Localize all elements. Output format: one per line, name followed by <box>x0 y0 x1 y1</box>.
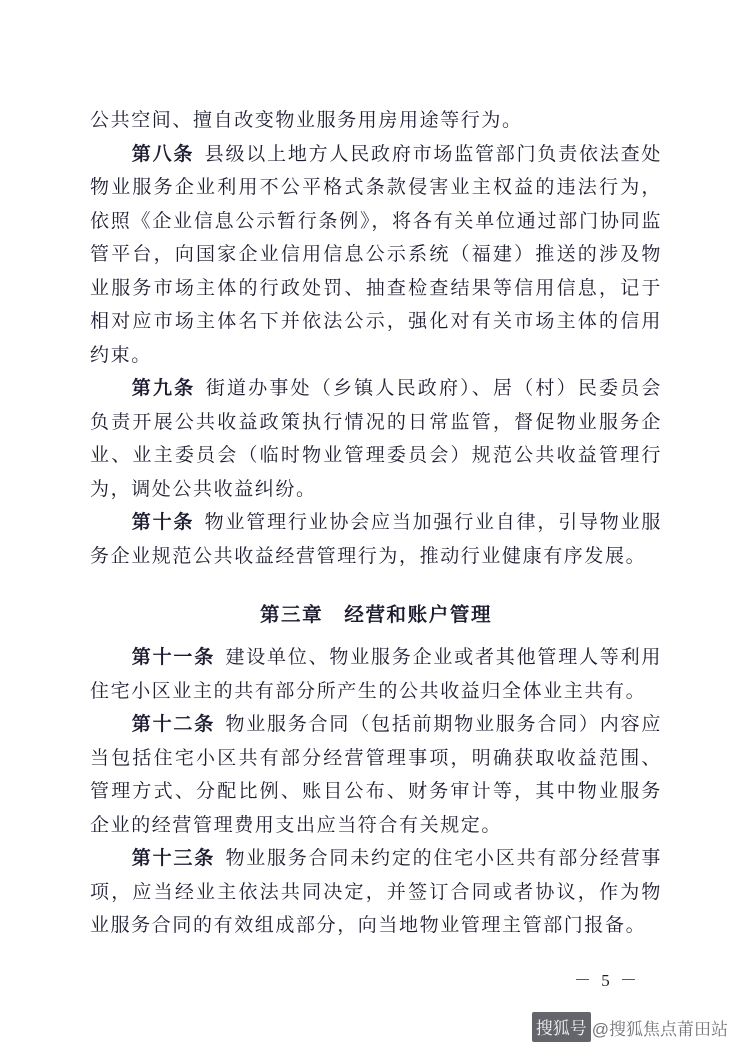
paragraph-article-13 <box>90 842 662 943</box>
article-number: 第十条 <box>131 512 195 533</box>
paragraph-continuation <box>90 104 662 138</box>
paragraph-article-11 <box>90 641 662 708</box>
paragraph-article-12 <box>90 708 662 842</box>
chapter-heading: 第三章 经营和账户管理 <box>259 605 493 626</box>
article-number: 第十二条 <box>131 714 215 735</box>
paragraph-text: 物业管理行业协会应当加强行业自律，引导物业服务企业规范公共收益经营管理行为，推动行业健康有序发展。 <box>90 512 662 567</box>
paragraph-article-9 <box>90 372 662 506</box>
watermark-text: @搜狐焦点莆田站 <box>591 1019 728 1039</box>
paragraph-article-8 <box>90 138 662 373</box>
article-number: 第十一条 <box>131 647 215 668</box>
watermark <box>532 1012 728 1042</box>
article-number: 第九条 <box>131 378 196 399</box>
paragraph-text: 物业服务合同（包括前期物业服务合同）内容应当包括住宅小区共有部分经营管理事项，明确获取收益范围、管理方式、分配比例、账目公布、财务审计等，其中物业服务企业的经营管理费用支出应当符合有关规定。 <box>90 714 662 836</box>
paragraph-text: 物业服务合同未约定的住宅小区共有部分经营事项，应当经业主依法共同决定，并签订合同或者协议，作为物业服务合同的有效组成部分，向当地物业管理主管部门报备。 <box>90 848 662 936</box>
paragraph-text: 公共空间、擅自改变物业服务用房用途等行为。 <box>90 110 523 131</box>
article-number: 第八条 <box>131 143 195 165</box>
paragraph-text: 县级以上地方人民政府市场监管部门负责依法查处物业服务企业利用不公平格式条款侵害业主权益的违法行为，依照《企业信息公示暂行条例》，将各有关单位通过部门协同监管平台，向国家企业信用信息公示系统（福建）推送的涉及物业服务市场主体的行政处罚、抽查检查结果等信用信息，记于相对应市场主体名下并依法公示，强化对有关市场主体的信用约束。 <box>90 143 662 366</box>
paragraph-article-10 <box>90 506 662 573</box>
watermark-badge: 搜狐号 <box>532 1012 591 1042</box>
paragraph-text: 街道办事处（乡镇人民政府）、居（村）民委员会负责开展公共收益政策执行情况的日常监管，督促物业服务企业、业主委员会（临时物业管理委员会）规范公共收益管理行为，调处公共收益纠纷。 <box>90 378 662 500</box>
article-number: 第十三条 <box>131 848 215 869</box>
paragraph-text: 建设单位、物业服务企业或者其他管理人等利用住宅小区业主的共有部分所产生的公共收益归全体业主共有。 <box>90 647 662 702</box>
document-content <box>90 104 662 943</box>
page-number: － 5 － <box>574 971 640 990</box>
